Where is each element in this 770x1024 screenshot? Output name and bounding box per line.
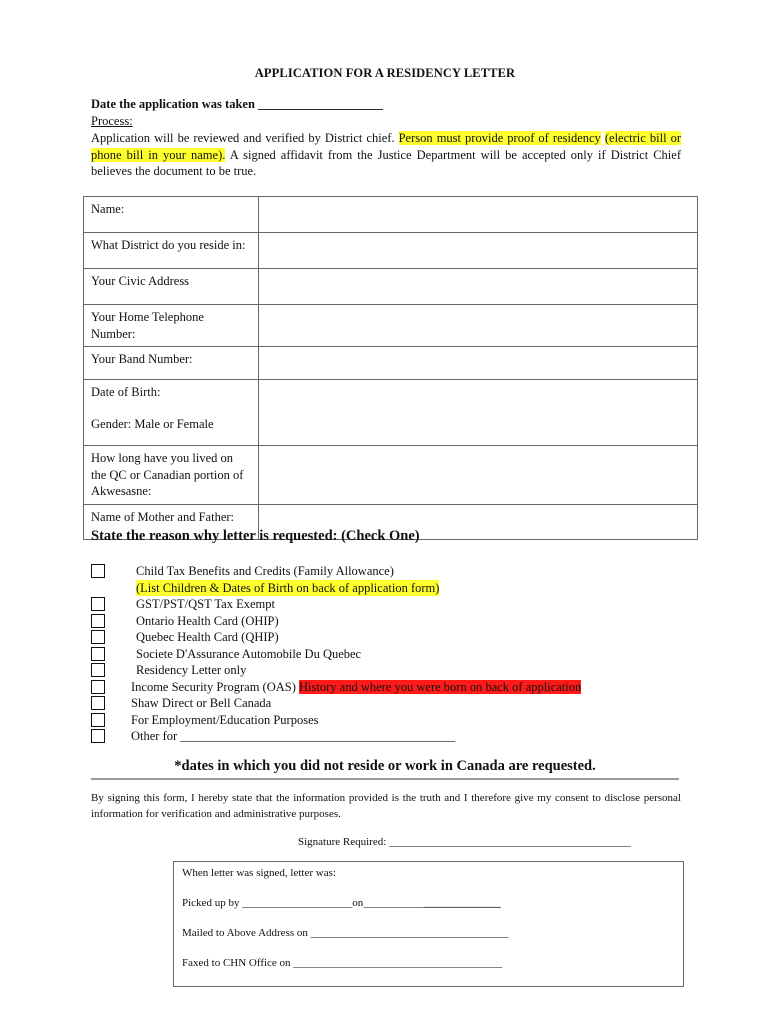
checkbox[interactable] [91,597,105,611]
dob-gender-field[interactable] [259,380,698,446]
picked-up-field[interactable]: Picked up by ____________________on_________________________ [182,897,501,909]
checkbox[interactable] [91,647,105,661]
checkbox[interactable] [91,663,105,677]
table-row [84,197,698,233]
signature-field[interactable]: Signature Required: ____________________________________________ [298,836,632,848]
band-number-field[interactable] [259,347,698,380]
bill-highlight: (electric bill or phone bill in your name). [91,131,682,162]
proof-highlight: Person must provide proof of residency [398,131,601,145]
telephone-label: Your Home Telephone Number: [84,305,259,347]
office-use-box [173,861,684,987]
reason-heading: State the reason why letter is requested: (Check One) [91,528,420,544]
civic-address-label: Your Civic Address [84,269,259,305]
checkbox[interactable] [91,614,105,628]
name-field[interactable] [259,197,698,233]
civic-address-field[interactable] [259,269,698,305]
consent-statement: By signing this form, I hereby state that the information provided is the truth and I therefore give my consent to disclose personal information for verification and administrative purposes. [91,792,681,820]
district-label: What District do you reside in: [84,233,259,269]
gender-label: Gender: Male or Female [84,412,259,446]
table-row [84,347,698,380]
process-text-1: Application will be reviewed and verified by District chief. [91,131,399,145]
band-number-label: Your Band Number: [84,347,259,380]
faxed-field[interactable]: Faxed to CHN Office on ______________________________________ [182,957,503,969]
checkbox[interactable] [91,713,105,727]
table-row [84,380,698,412]
table-row [84,233,698,269]
checkbox[interactable] [91,630,105,644]
document-title: APPLICATION FOR A RESIDENCY LETTER [254,66,516,80]
table-row [84,446,698,505]
table-row [84,305,698,347]
checkbox[interactable] [91,729,105,743]
parents-label: Name of Mother and Father: [84,504,259,539]
office-use-heading: When letter was signed, letter was: [182,867,336,879]
mailed-field[interactable]: Mailed to Above Address on ____________________________________ [182,927,509,939]
dob-label: Date of Birth: [84,380,259,412]
residence-duration-field[interactable] [259,446,698,505]
process-description [91,130,681,180]
district-field[interactable] [259,233,698,269]
dates-note: *dates in which you did not reside or work in Canada are requested. [174,758,596,774]
name-label: Name: [84,197,259,233]
applicant-info-table [83,196,698,540]
date-taken-field[interactable]: Date the application was taken ____________________ [91,97,384,111]
telephone-field[interactable] [259,305,698,347]
process-label: Process: [91,114,133,128]
oas-note-highlight: History and where you were born on back of application [299,679,582,694]
checkbox[interactable] [91,680,105,694]
residence-duration-label: How long have you lived on the QC or Canadian portion of Akwesasne: [84,446,259,505]
process-text-2: A signed affidavit from the Justice Department will be accepted only if District Chief believes the document to be true. [91,147,681,178]
divider [91,778,679,780]
table-row [84,269,698,305]
checkbox[interactable] [91,564,105,578]
checkbox[interactable] [91,696,105,710]
